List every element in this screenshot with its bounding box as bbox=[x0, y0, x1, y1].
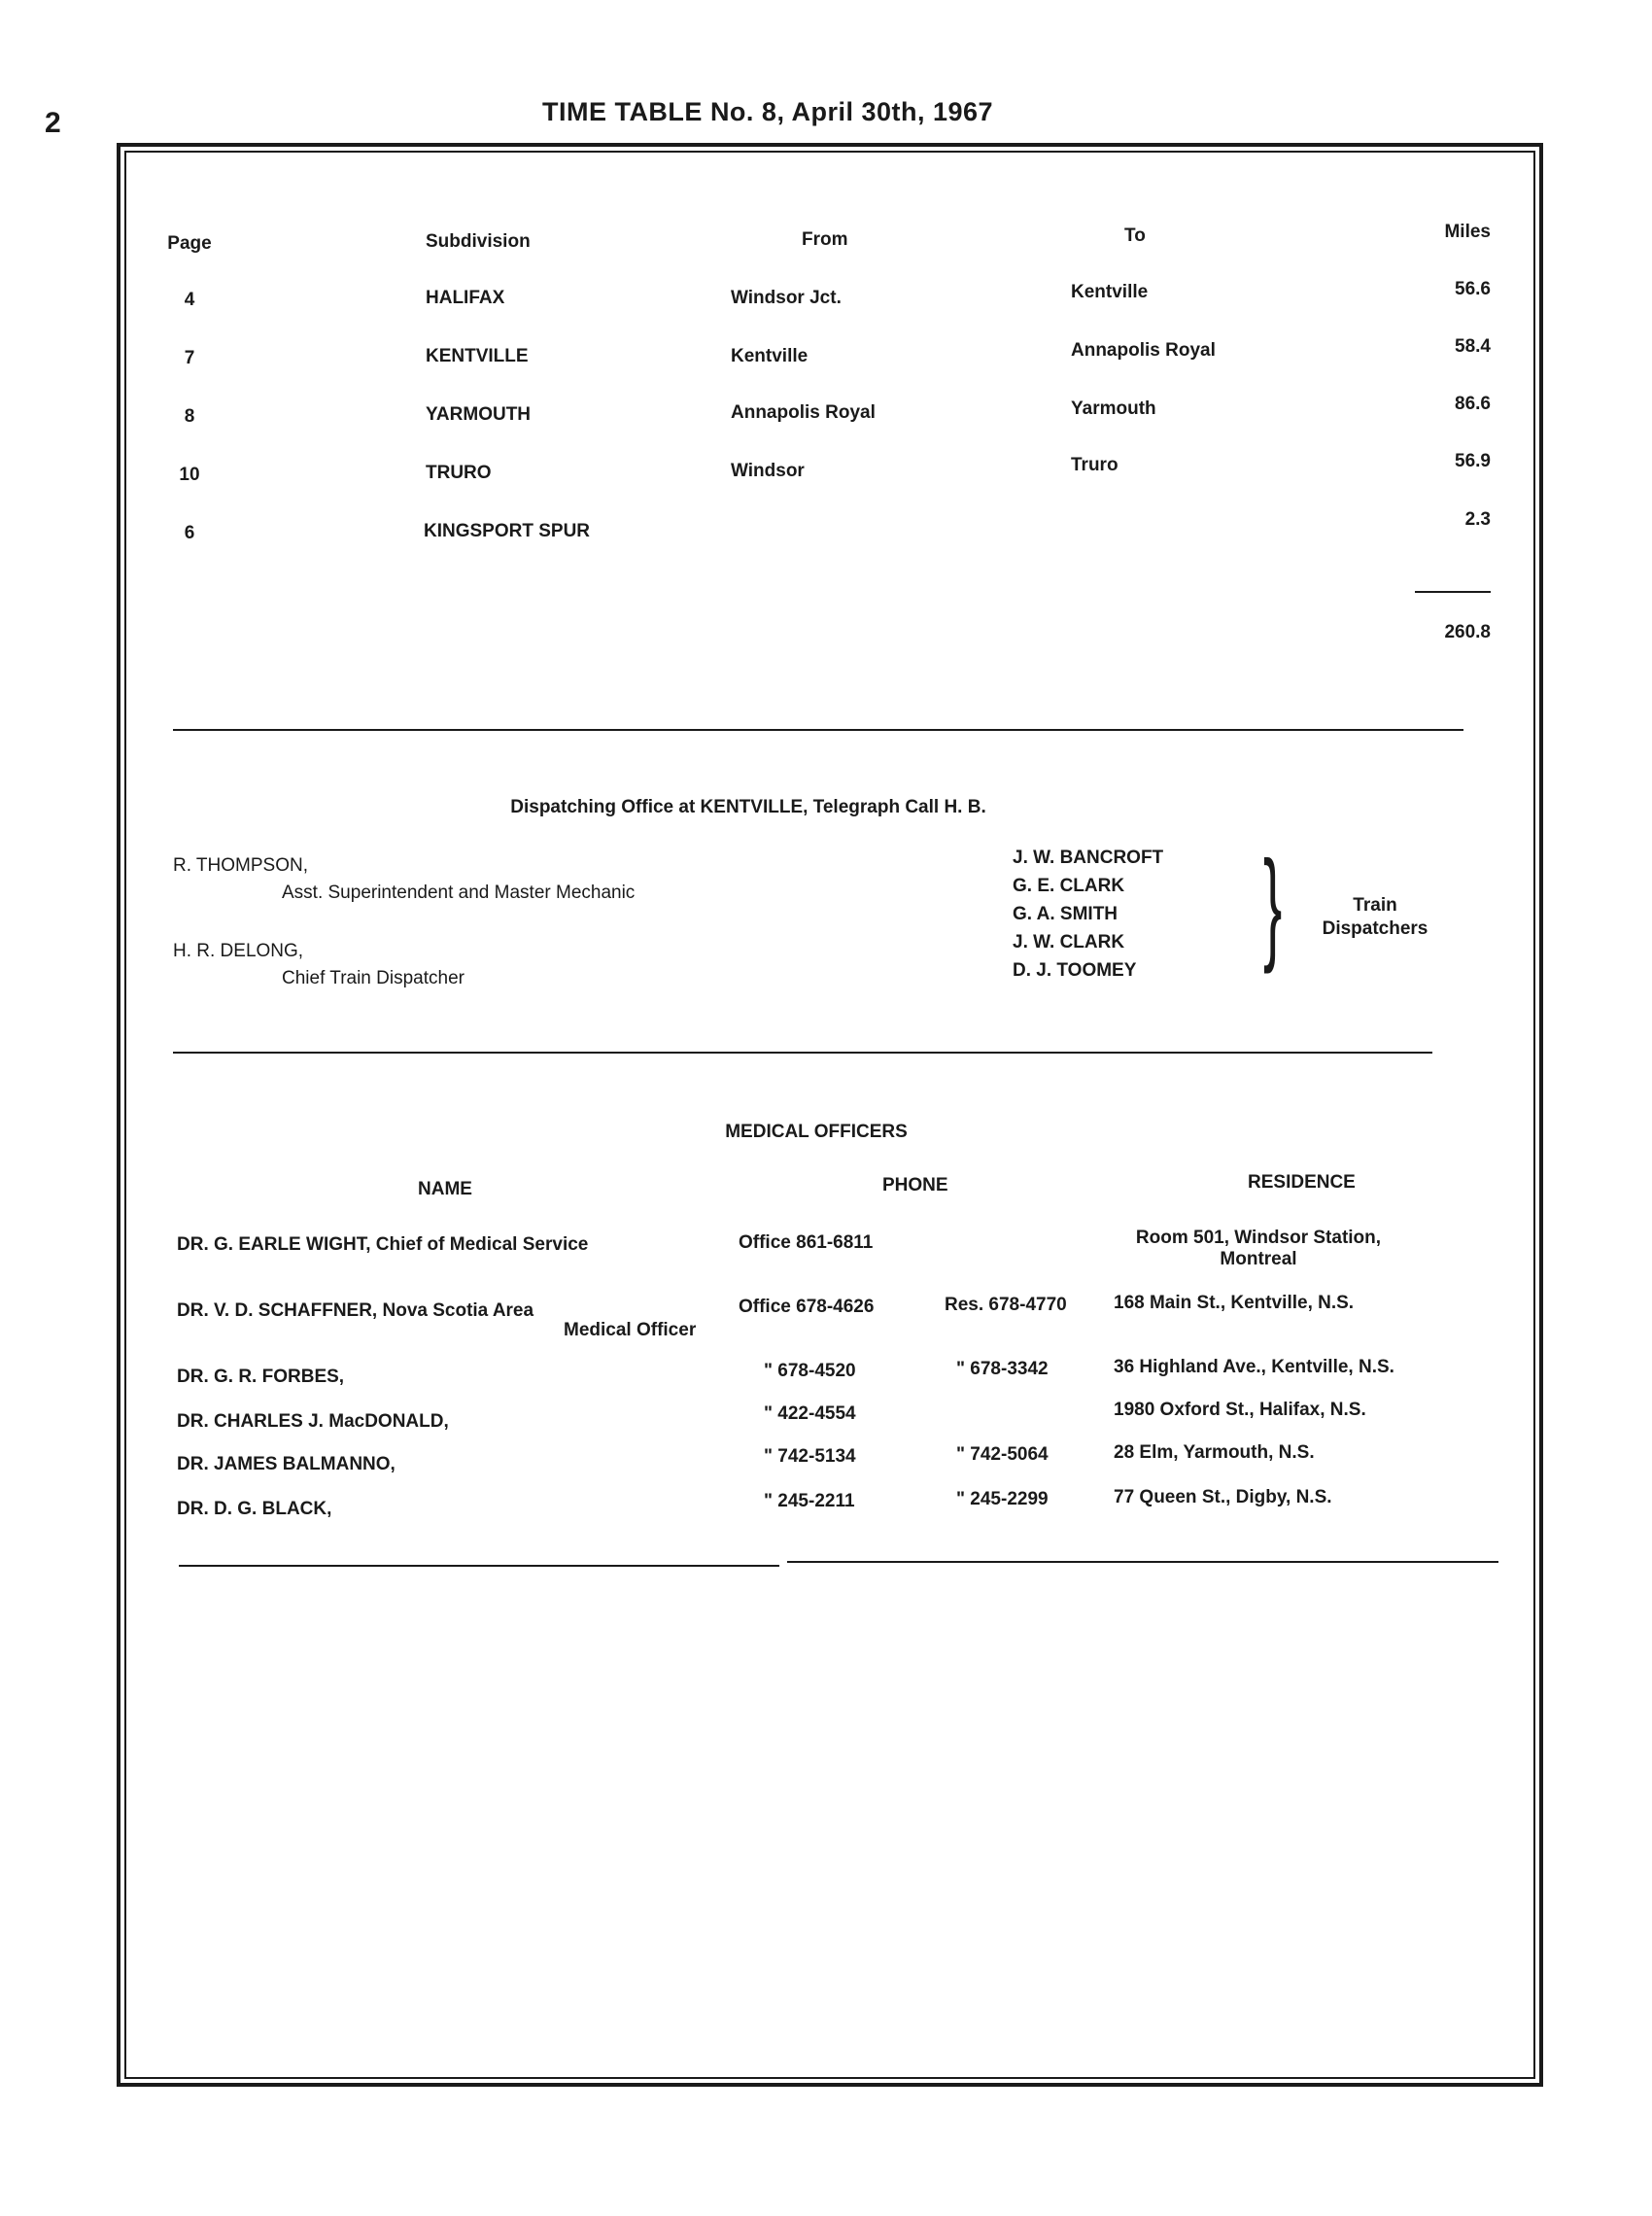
office-phone: Office 678-4626 bbox=[739, 1297, 875, 1317]
row-subdivision: KINGSPORT SPUR bbox=[424, 521, 591, 541]
residence: 36 Highland Ave., Kentville, N.S. bbox=[1114, 1357, 1394, 1377]
total-rule bbox=[1415, 591, 1491, 593]
row-page: 6 bbox=[184, 523, 195, 543]
row-page: 7 bbox=[184, 348, 195, 368]
officer-name: DR. D. G. BLACK, bbox=[177, 1499, 332, 1519]
office-phone: " 245-2211 bbox=[764, 1491, 855, 1511]
header-miles: Miles bbox=[1444, 222, 1491, 242]
row-to: Truro bbox=[1071, 455, 1119, 475]
total-miles: 260.8 bbox=[1444, 622, 1491, 642]
office-phone: " 678-4520 bbox=[764, 1361, 856, 1381]
res-phone: " 678-3342 bbox=[956, 1359, 1049, 1379]
row-from: Windsor bbox=[731, 461, 805, 481]
dispatchers-label: Dispatchers bbox=[1322, 918, 1428, 939]
officer-name: DR. G. R. FORBES, bbox=[177, 1367, 345, 1387]
header-phone: PHONE bbox=[882, 1175, 948, 1195]
row-subdivision: YARMOUTH bbox=[426, 404, 532, 425]
header-subdivision: Subdivision bbox=[426, 231, 531, 252]
row-miles: 86.6 bbox=[1455, 394, 1491, 414]
brace-icon: } bbox=[1263, 836, 1283, 975]
page-title: TIME TABLE No. 8, April 30th, 1967 bbox=[541, 97, 994, 126]
page-frame-inner bbox=[124, 151, 1535, 2079]
header-to: To bbox=[1124, 225, 1146, 246]
residence: 28 Elm, Yarmouth, N.S. bbox=[1114, 1442, 1315, 1463]
row-miles: 58.4 bbox=[1455, 336, 1491, 357]
residence: 168 Main St., Kentville, N.S. bbox=[1114, 1293, 1355, 1313]
residence: 1980 Oxford St., Halifax, N.S. bbox=[1114, 1400, 1366, 1420]
dispatching-title: Dispatching Office at KENTVILLE, Telegraph Call H. B. bbox=[510, 797, 986, 817]
res-phone: " 245-2299 bbox=[956, 1489, 1049, 1509]
office-phone: " 742-5134 bbox=[764, 1446, 856, 1467]
officer-name: H. R. DELONG, bbox=[173, 941, 304, 961]
page-number: 2 bbox=[45, 107, 61, 139]
row-miles: 56.6 bbox=[1455, 279, 1491, 299]
row-subdivision: KENTVILLE bbox=[426, 346, 529, 366]
row-miles: 56.9 bbox=[1455, 451, 1491, 471]
row-page: 4 bbox=[184, 290, 195, 310]
officer-title: Chief Train Dispatcher bbox=[282, 968, 465, 988]
office-phone: " 422-4554 bbox=[764, 1403, 856, 1424]
officer-name-line2: Medical Officer bbox=[564, 1320, 697, 1340]
dispatcher-name: J. W. CLARK bbox=[1013, 932, 1125, 952]
officer-title: Asst. Superintendent and Master Mechanic bbox=[282, 883, 636, 903]
medical-title: MEDICAL OFFICERS bbox=[725, 1122, 908, 1142]
officer-name: DR. JAMES BALMANNO, bbox=[177, 1454, 396, 1474]
residence: Room 501, Windsor Station, bbox=[1135, 1228, 1382, 1248]
officer-name: DR. V. D. SCHAFFNER, Nova Scotia Area bbox=[177, 1300, 534, 1321]
row-to: Yarmouth bbox=[1071, 398, 1156, 419]
row-miles: 2.3 bbox=[1464, 509, 1491, 530]
row-from: Annapolis Royal bbox=[731, 402, 876, 423]
row-to: Kentville bbox=[1071, 282, 1149, 302]
dispatcher-name: J. W. BANCROFT bbox=[1013, 848, 1164, 868]
officer-name: DR. CHARLES J. MacDONALD, bbox=[177, 1411, 449, 1432]
residence: 77 Queen St., Digby, N.S. bbox=[1114, 1487, 1332, 1507]
header-name: NAME bbox=[418, 1179, 472, 1199]
section-divider bbox=[179, 1565, 779, 1567]
res-phone: Res. 678-4770 bbox=[945, 1295, 1067, 1315]
header-residence: RESIDENCE bbox=[1248, 1172, 1356, 1193]
row-page: 8 bbox=[184, 406, 195, 427]
officer-name: DR. G. EARLE WIGHT, Chief of Medical Service bbox=[177, 1234, 589, 1255]
row-page: 10 bbox=[179, 465, 200, 485]
section-divider bbox=[787, 1561, 1498, 1563]
dispatchers-label: Train bbox=[1353, 895, 1397, 916]
section-divider bbox=[173, 729, 1463, 731]
officer-name: R. THOMPSON, bbox=[173, 855, 308, 876]
row-to: Annapolis Royal bbox=[1071, 340, 1216, 361]
row-from: Kentville bbox=[731, 346, 809, 366]
section-divider bbox=[173, 1052, 1432, 1054]
row-subdivision: TRURO bbox=[426, 463, 492, 483]
res-phone: " 742-5064 bbox=[956, 1444, 1049, 1465]
header-from: From bbox=[802, 229, 848, 250]
dispatcher-name: G. A. SMITH bbox=[1013, 904, 1119, 924]
dispatcher-name: D. J. TOOMEY bbox=[1013, 960, 1137, 981]
residence-line2: Montreal bbox=[1220, 1249, 1297, 1269]
dispatcher-name: G. E. CLARK bbox=[1013, 876, 1125, 896]
row-from: Windsor Jct. bbox=[731, 288, 842, 308]
office-phone: Office 861-6811 bbox=[739, 1232, 874, 1253]
header-page: Page bbox=[167, 233, 212, 254]
row-subdivision: HALIFAX bbox=[426, 288, 505, 308]
